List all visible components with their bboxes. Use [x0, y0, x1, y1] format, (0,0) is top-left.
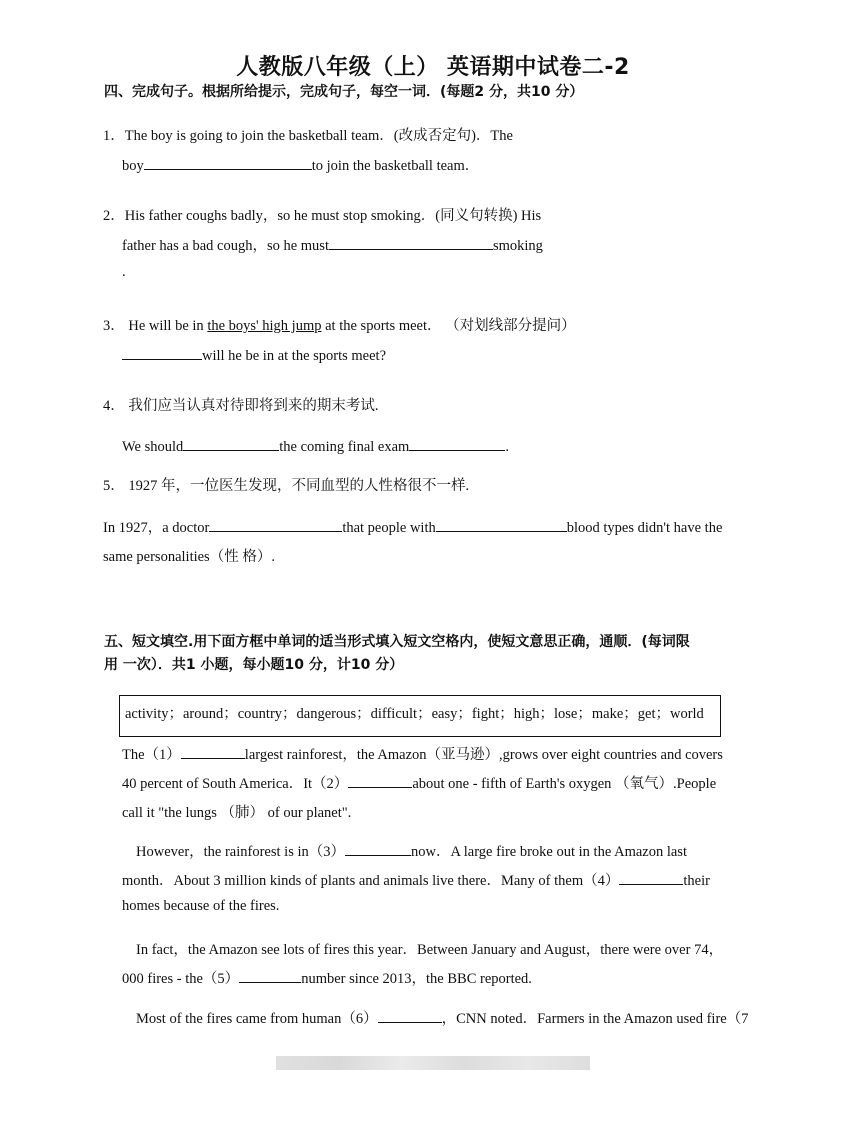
q2-line-2: [122, 234, 543, 255]
p3-text-a: 000 fires - the（5）: [122, 971, 240, 987]
word-bank-text: activity；around；country；dangerous；difficult；easy；fight；high；lose；make；get；world: [125, 706, 704, 722]
q4-line-1: 4． 我们应当认真对待即将到来的期末考试.: [103, 398, 379, 414]
p2-line-3: homes because of the fires.: [122, 898, 280, 914]
q4-text-c: .: [505, 439, 509, 455]
q2-line-1: 2．His father coughs badly，so he must stop smoking．(同义句转换) His: [103, 208, 542, 224]
p2-text-b: now．A large fire broke out in the Amazon last: [411, 844, 687, 860]
q3-line-1: [103, 314, 576, 335]
q3-blank[interactable]: [122, 345, 202, 360]
q4-line-2: [122, 436, 509, 456]
q1-line-1: 1．The boy is going to join the basketball team．(改成否定句)．The: [103, 128, 513, 144]
p1-line-3: call it "the lungs （肺） of our planet".: [122, 805, 352, 821]
q2-line-3: .: [122, 264, 126, 280]
p4-line-1: [136, 1007, 748, 1028]
q4-text-a: We should: [122, 439, 184, 455]
q2-text-a: father has a bad cough，so he must: [122, 238, 329, 254]
p2-line-2: [122, 869, 710, 890]
section-5-heading-line-2: 用 一次）．共1 小题，每小题10 分，计10 分）: [104, 657, 404, 673]
q4-text-b: the coming final exam: [279, 439, 410, 455]
blank-3[interactable]: [345, 841, 411, 856]
blurred-watermark: [276, 1056, 590, 1070]
p2-line-1: [136, 840, 687, 861]
p4-text-a: Most of the fires came from human（6）: [136, 1011, 378, 1027]
p1-text-b: largest rainforest，the Amazon（亚马逊）,grows over eight countries and covers: [244, 747, 723, 763]
q5-line-3: same personalities（性 格）.: [103, 549, 275, 565]
section-5-heading-line-1: 五、短文填空.用下面方框中单词的适当形式填入短文空格内，使短文意思正确，通顺．(每词限: [104, 634, 690, 650]
p1-line-2: [122, 772, 716, 793]
q5-blank-1[interactable]: [209, 517, 342, 532]
q1-text-a: boy: [122, 158, 144, 174]
q3-text-a: 3． He will be in: [103, 318, 208, 334]
p1-text-a: The（1）: [122, 747, 181, 763]
p2-text-d: their: [683, 873, 710, 889]
q5-blank-2[interactable]: [436, 517, 567, 532]
q4-blank-1[interactable]: [183, 436, 279, 451]
q5-text-a: In 1927，a doctor: [103, 520, 210, 536]
p2-text-a: However，the rainforest is in（3）: [136, 844, 345, 860]
blank-2[interactable]: [348, 773, 412, 788]
p3-text-b: number since 2013，the BBC reported.: [301, 971, 532, 987]
q5-text-c: blood types didn't have the: [566, 520, 723, 536]
p3-line-1: In fact，the Amazon see lots of fires this year．Between January and August，there were over 74，: [136, 942, 724, 958]
q3-text-c: will he be in at the sports meet?: [202, 348, 387, 364]
p4-text-b: ，CNN noted．Farmers in the Amazon used fire（7: [441, 1011, 749, 1027]
blank-6[interactable]: [378, 1008, 442, 1023]
word-bank-box: [119, 695, 721, 737]
blank-4[interactable]: [619, 870, 683, 885]
q3-text-b: at the sports meet． （对划线部分提问）: [321, 318, 576, 334]
q5-line-1: 5． 1927 年，一位医生发现，不同血型的人性格很不一样.: [103, 478, 470, 494]
q5-line-2: [103, 516, 722, 537]
blank-5[interactable]: [239, 968, 301, 983]
q2-text-b: smoking: [492, 238, 543, 254]
p1-line-1: [122, 743, 723, 764]
p3-line-2: [122, 967, 532, 988]
p2-text-c: month．About 3 million kinds of plants and animals live there．Many of them（4）: [122, 873, 620, 889]
q4-blank-2[interactable]: [409, 436, 505, 451]
q1-line-2: [122, 154, 479, 175]
q3-underlined-phrase: the boys' high jump: [207, 318, 322, 334]
q2-blank[interactable]: [329, 235, 493, 250]
q1-text-b: to join the basketball team．: [311, 158, 480, 174]
p1-text-c: 40 percent of South America．It（2）: [122, 776, 349, 792]
q3-line-2: [122, 345, 386, 365]
blank-1[interactable]: [181, 744, 245, 759]
q1-blank[interactable]: [144, 155, 312, 170]
q5-text-b: that people with: [342, 520, 436, 536]
section-4-heading: 四、完成句子。根据所给提示，完成句子，每空一词．(每题2 分，共10 分）: [104, 84, 584, 100]
page-title: 人教版八年级（上） 英语期中试卷二-2: [236, 55, 630, 80]
p1-text-d: about one - fifth of Earth's oxygen （氧气）.People: [412, 776, 717, 792]
